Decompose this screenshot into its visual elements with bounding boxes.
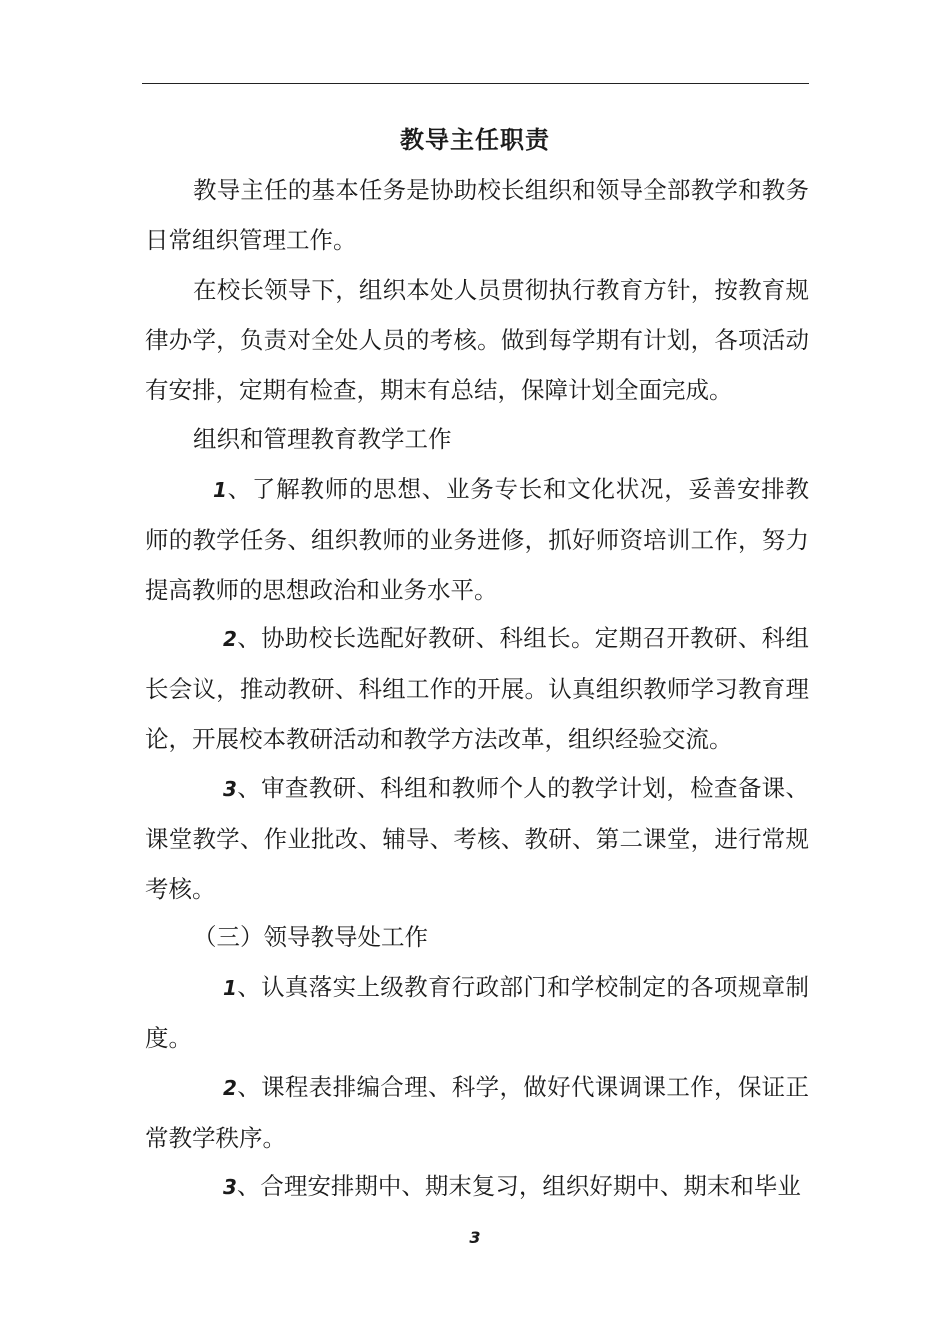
list-item-office-2: 2、课程表排编合理、科学，做好代课调课工作，保证正常教学秩序。 <box>145 1073 809 1152</box>
section-heading-office: （三）领导教导处工作 <box>193 923 428 951</box>
header-rule <box>142 83 809 84</box>
list-item-teaching-2: 2、协助校长选配好教研、科组长。定期召开教研、科组长会议，推动教研、科组工作的开展。认真组织教师学习教育理论，开展校本教研活动和教学方法改革，组织经验交流。 <box>145 624 809 753</box>
list-item-number: 2 <box>223 627 237 651</box>
paragraph-leadership: 在校长领导下，组织本处人员贯彻执行教育方针，按教育规律办学，负责对全处人员的考核。做到每学期有计划，各项活动有安排，定期有检查，期末有总结，保障计划全面完成。 <box>145 276 809 404</box>
page-number: 3 <box>469 1228 481 1247</box>
document-title: 教导主任职责 <box>400 125 550 154</box>
list-item-teaching-3: 3、审查教研、科组和教师个人的教学计划，检查备课、课堂教学、作业批改、辅导、考核、教研、第二课堂，进行常规考核。 <box>145 774 809 903</box>
list-item-teaching-1: 1、了解教师的思想、业务专长和文化状况，妥善安排教师的教学任务、组织教师的业务进修，抓好师资培训工作，努力提高教师的思想政治和业务水平。 <box>145 475 809 604</box>
paragraph-intro: 教导主任的基本任务是协助校长组织和领导全部教学和教务日常组织管理工作。 <box>145 176 809 254</box>
section-heading-teaching: 组织和管理教育教学工作 <box>193 425 452 453</box>
list-item-number: 2 <box>223 1076 237 1100</box>
list-item-office-3: 3、合理安排期中、期末复习，组织好期中、期末和毕业 <box>223 1172 801 1200</box>
list-item-number: 3 <box>223 777 237 801</box>
list-item-number: 1 <box>213 478 227 502</box>
list-item-number: 3 <box>223 1175 237 1199</box>
list-item-office-1: 1、认真落实上级教育行政部门和学校制定的各项规章制度。 <box>145 973 809 1052</box>
list-item-number: 1 <box>223 976 237 1000</box>
